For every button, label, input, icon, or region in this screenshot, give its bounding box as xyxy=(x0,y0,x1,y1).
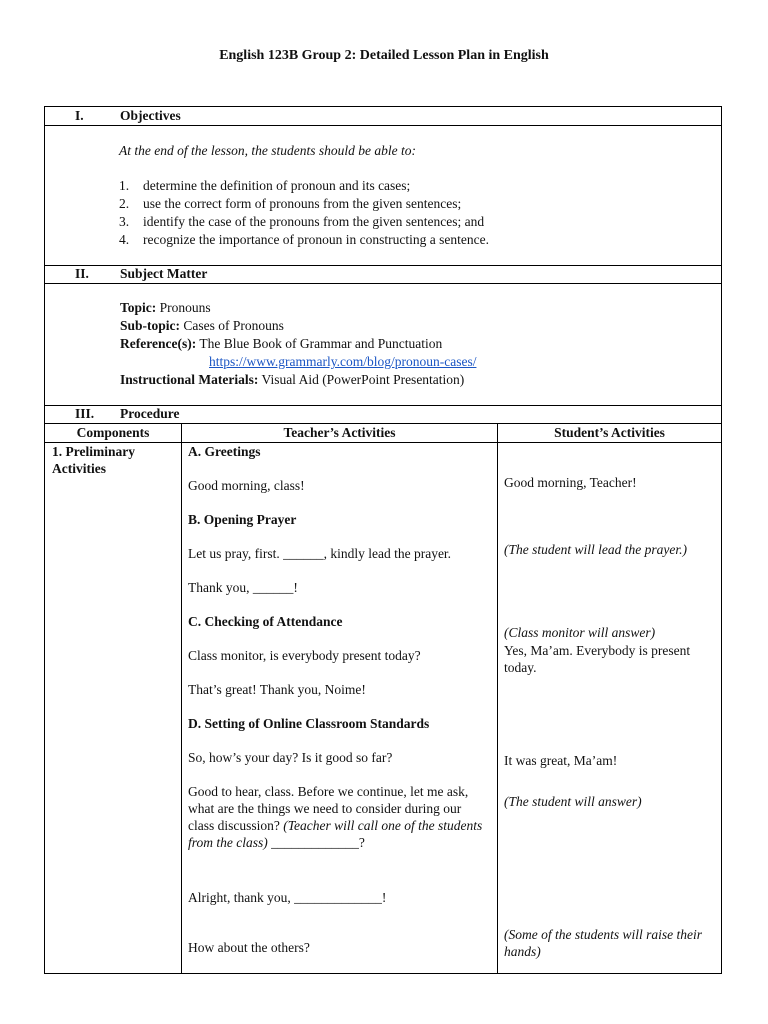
student-answer: (The student will answer) xyxy=(504,794,642,809)
divider xyxy=(181,424,182,973)
section-heading-subject-matter: Subject Matter xyxy=(120,266,208,281)
teacher-howday: So, how’s your day? Is it good so far? xyxy=(188,750,393,765)
objectives-list xyxy=(119,177,489,249)
student-raise-hands: (Some of the students will raise their hands) xyxy=(504,927,702,959)
student-monitor-answer: Yes, Ma’am. Everybody is present today. xyxy=(504,643,691,675)
divider xyxy=(45,283,721,284)
procedure-table xyxy=(45,424,721,973)
topic-line: Topic: Pronouns xyxy=(120,300,211,315)
student-great: It was great, Ma’am! xyxy=(504,753,618,768)
section-numeral-procedure: III. xyxy=(75,406,95,421)
list-item: 4. recognize the importance of pronoun in constructing a sentence. xyxy=(119,232,489,247)
student-monitor-note: (Class monitor will answer) xyxy=(504,625,656,640)
student-prayer: (The student will lead the prayer.) xyxy=(504,542,687,557)
component-label: 1. Preliminary Activities xyxy=(52,444,135,476)
prayer-heading: B. Opening Prayer xyxy=(188,512,297,527)
reference-link[interactable]: https://www.grammarly.com/blog/pronoun-cases/ xyxy=(209,354,477,369)
list-item: 2. use the correct form of pronouns from the given sentences; xyxy=(119,196,462,211)
list-item: 3. identify the case of the pronouns from the given sentences; and xyxy=(119,214,485,229)
subtopic-line: Sub-topic: Cases of Pronouns xyxy=(120,318,284,333)
section-numeral-subject-matter: II. xyxy=(75,266,89,281)
teacher-thanks: Thank you, ______! xyxy=(188,580,298,595)
teacher-great: That’s great! Thank you, Noime! xyxy=(188,682,366,697)
column-header-student: Student’s Activities xyxy=(554,425,665,440)
teacher-goodhear: Good to hear, class. Before we continue, let me ask, what are the things we need to consider during our class discussion? (Teacher will call one of the students from the class) _____________? xyxy=(188,784,483,850)
materials-line: Instructional Materials: Visual Aid (PowerPoint Presentation) xyxy=(120,372,465,387)
standards-heading: D. Setting of Online Classroom Standards xyxy=(188,716,430,731)
section-numeral-objectives: I. xyxy=(75,108,84,123)
divider xyxy=(45,125,721,126)
section-heading-objectives: Objectives xyxy=(120,108,181,123)
section-heading-procedure: Procedure xyxy=(120,406,180,421)
lesson-plan-table xyxy=(44,106,722,974)
list-item: 1. determine the definition of pronoun and its cases; xyxy=(119,178,411,193)
divider xyxy=(497,424,498,973)
document-title: English 123B Group 2: Detailed Lesson Plan in English xyxy=(219,48,549,63)
student-greeting: Good morning, Teacher! xyxy=(504,475,637,490)
teacher-attendance: Class monitor, is everybody present today? xyxy=(188,648,421,663)
column-header-components: Components xyxy=(76,425,150,440)
teacher-greeting: Good morning, class! xyxy=(188,478,305,493)
references-line: Reference(s): The Blue Book of Grammar and Punctuation xyxy=(120,336,443,351)
column-header-teacher: Teacher’s Activities xyxy=(283,425,396,440)
teacher-prayer: Let us pray, first. ______, kindly lead the prayer. xyxy=(188,546,452,561)
teacher-alright: Alright, thank you, _____________! xyxy=(188,890,387,905)
greetings-heading: A. Greetings xyxy=(188,444,261,459)
objectives-intro: At the end of the lesson, the students should be able to: xyxy=(119,143,416,158)
attendance-heading: C. Checking of Attendance xyxy=(188,614,343,629)
teacher-others: How about the others? xyxy=(188,940,310,955)
